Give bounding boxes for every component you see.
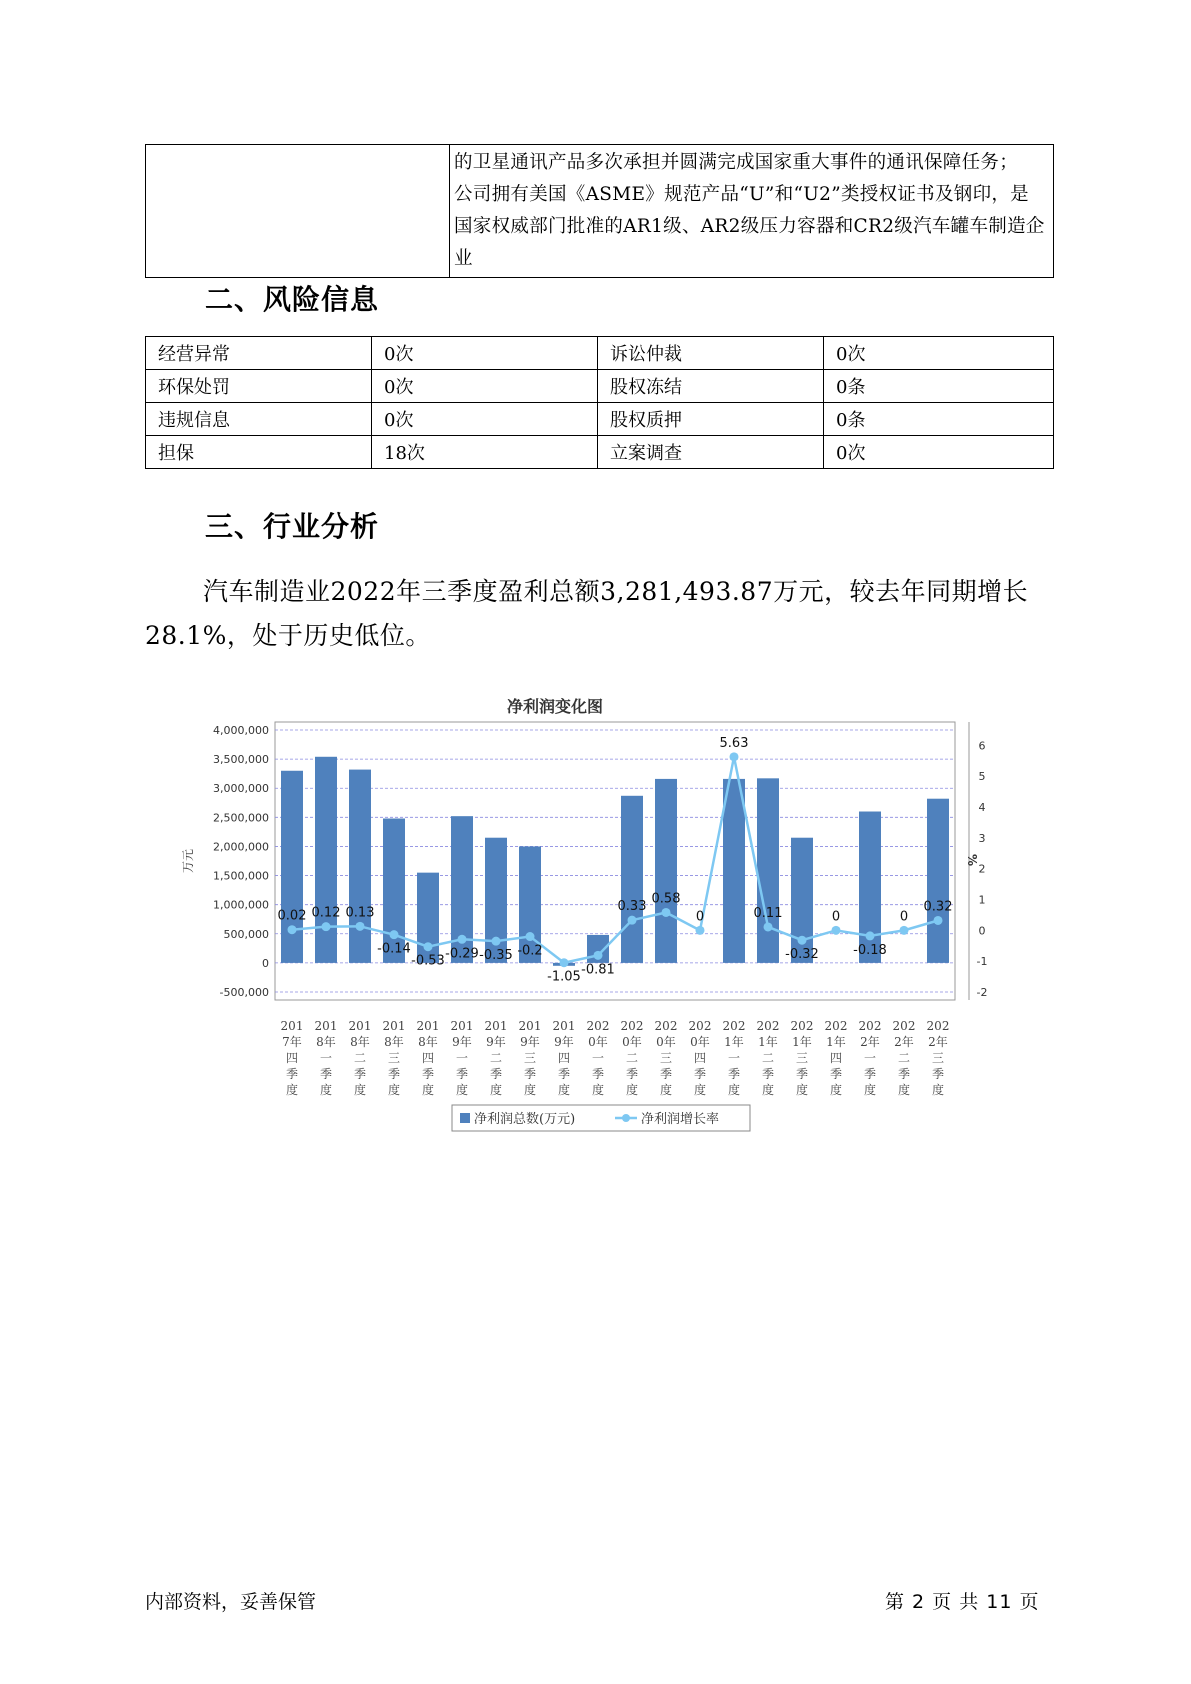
- x-tick-label: 202: [858, 1019, 882, 1033]
- y-tick-label: 2,000,000: [213, 840, 269, 854]
- x-tick-label: 9年: [486, 1035, 506, 1049]
- growth-point: [934, 916, 943, 925]
- plot-area: [275, 722, 955, 1000]
- x-tick-label: 二: [353, 1051, 367, 1065]
- risk-value: 0次: [824, 337, 1054, 370]
- x-tick-label: 201: [416, 1019, 440, 1033]
- x-tick-label: 度: [591, 1083, 605, 1097]
- x-tick-label: 度: [387, 1083, 401, 1097]
- risk-value: 0次: [372, 403, 598, 436]
- data-label: -0.53: [411, 953, 445, 969]
- x-tick-label: 202: [790, 1019, 814, 1033]
- growth-point: [696, 926, 705, 935]
- x-tick-label: 202: [688, 1019, 712, 1033]
- x-tick-label: 一: [455, 1051, 469, 1065]
- risk-key: 股权冻结: [598, 370, 824, 403]
- data-label: 0: [899, 909, 909, 925]
- x-tick-label: 季: [795, 1067, 809, 1081]
- x-tick-label: 季: [523, 1067, 537, 1081]
- data-label: 0.11: [753, 905, 783, 921]
- y2-tick-label: 6: [978, 739, 986, 753]
- x-tick-label: 季: [387, 1067, 401, 1081]
- x-tick-label: 0年: [690, 1035, 710, 1049]
- risk-value: 0次: [372, 370, 598, 403]
- x-tick-label: 二: [897, 1051, 911, 1065]
- x-tick-label: 201: [314, 1019, 338, 1033]
- y-tick-label: 500,000: [223, 927, 269, 941]
- x-tick-label: 季: [591, 1067, 605, 1081]
- x-tick-label: 度: [727, 1083, 741, 1097]
- x-tick-label: 季: [897, 1067, 911, 1081]
- x-tick-label: 度: [761, 1083, 775, 1097]
- x-tick-label: 度: [659, 1083, 673, 1097]
- growth-point: [730, 752, 739, 761]
- intro-line: 的卫星通讯产品多次承担并圆满完成国家重大事件的通讯保障任务；: [454, 152, 1019, 173]
- y2-tick-label: -1: [976, 955, 988, 969]
- net-profit-chart: [180, 680, 988, 1140]
- y-axis-title: 万元: [181, 848, 195, 874]
- x-tick-label: 三: [931, 1051, 945, 1065]
- risk-key: 诉讼仲裁: [598, 337, 824, 370]
- x-tick-label: 一: [591, 1051, 605, 1065]
- x-tick-label: 8年: [350, 1035, 370, 1049]
- x-tick-label: 202: [620, 1019, 644, 1033]
- table-row: [146, 337, 1054, 370]
- y-tick-label: 3,500,000: [213, 753, 269, 767]
- x-tick-label: 度: [863, 1083, 877, 1097]
- x-tick-label: 0年: [622, 1035, 642, 1049]
- growth-point: [628, 916, 637, 925]
- data-label: -0.2: [517, 943, 543, 959]
- x-tick-label: 季: [863, 1067, 877, 1081]
- x-tick-label: 1年: [792, 1035, 812, 1049]
- data-label: -0.14: [377, 941, 411, 957]
- intro-label-cell: [146, 145, 450, 278]
- x-tick-label: 202: [824, 1019, 848, 1033]
- x-tick-label: 度: [897, 1083, 911, 1097]
- x-tick-label: 度: [829, 1083, 843, 1097]
- x-tick-label: 8年: [384, 1035, 404, 1049]
- x-tick-label: 度: [285, 1083, 299, 1097]
- risk-key: 经营异常: [146, 337, 372, 370]
- x-tick-label: 季: [659, 1067, 673, 1081]
- bar: [621, 796, 643, 963]
- x-tick-label: 0年: [588, 1035, 608, 1049]
- x-tick-label: 201: [450, 1019, 474, 1033]
- x-tick-label: 季: [455, 1067, 469, 1081]
- legend-label: 净利润总数(万元): [474, 1112, 576, 1127]
- x-tick-label: 季: [931, 1067, 945, 1081]
- x-tick-label: 8年: [418, 1035, 438, 1049]
- industry-heading: 三、行业分析: [205, 510, 380, 543]
- x-tick-label: 2年: [928, 1035, 948, 1049]
- company-intro-table: [145, 144, 1054, 278]
- x-tick-label: 四: [693, 1051, 707, 1065]
- y-tick-label: 1,000,000: [213, 898, 269, 912]
- growth-point: [356, 922, 365, 931]
- y-tick-label: -500,000: [219, 986, 269, 999]
- risk-value: 0条: [824, 403, 1054, 436]
- x-tick-label: 202: [756, 1019, 780, 1033]
- x-tick-label: 季: [489, 1067, 503, 1081]
- intro-text-cell: [450, 145, 1054, 278]
- x-tick-label: 201: [382, 1019, 406, 1033]
- x-tick-label: 2年: [894, 1035, 914, 1049]
- risk-heading: 二、风险信息: [205, 283, 380, 316]
- growth-point: [424, 942, 433, 951]
- x-tick-label: 度: [795, 1083, 809, 1097]
- growth-point: [458, 935, 467, 944]
- y2-tick-label: 3: [978, 831, 986, 845]
- growth-point: [832, 926, 841, 935]
- x-tick-label: 季: [625, 1067, 639, 1081]
- x-tick-label: 四: [829, 1051, 843, 1065]
- data-label: 0.13: [345, 905, 375, 921]
- x-tick-label: 1年: [826, 1035, 846, 1049]
- x-tick-label: 2年: [860, 1035, 880, 1049]
- legend-swatch-bar: [460, 1113, 470, 1123]
- x-tick-label: 三: [795, 1051, 809, 1065]
- x-tick-label: 度: [353, 1083, 367, 1097]
- y2-axis-title: %: [965, 853, 979, 867]
- data-label: -1.05: [547, 969, 581, 985]
- x-tick-label: 201: [484, 1019, 508, 1033]
- x-tick-label: 季: [319, 1067, 333, 1081]
- growth-point: [764, 922, 773, 931]
- x-tick-label: 度: [625, 1083, 639, 1097]
- y-tick-label: 0: [262, 956, 269, 970]
- growth-point: [900, 926, 909, 935]
- data-label: 0.33: [617, 899, 647, 915]
- y2-tick-label: 2: [978, 862, 986, 876]
- x-tick-label: 202: [586, 1019, 610, 1033]
- risk-key: 违规信息: [146, 403, 372, 436]
- x-tick-label: 7年: [282, 1035, 302, 1049]
- x-tick-label: 三: [387, 1051, 401, 1065]
- x-tick-label: 9年: [520, 1035, 540, 1049]
- x-tick-label: 一: [863, 1051, 877, 1065]
- data-label: -0.35: [479, 948, 513, 964]
- x-tick-label: 季: [829, 1067, 843, 1081]
- x-tick-label: 9年: [452, 1035, 472, 1049]
- y2-tick-label: 1: [978, 893, 986, 907]
- x-tick-label: 季: [557, 1067, 571, 1081]
- x-tick-label: 度: [693, 1083, 707, 1097]
- table-row: [146, 436, 1054, 469]
- x-tick-label: 三: [523, 1051, 537, 1065]
- risk-table: [145, 336, 1054, 469]
- data-label: 0: [831, 909, 841, 925]
- x-tick-label: 202: [722, 1019, 746, 1033]
- data-label: -0.81: [581, 962, 615, 978]
- x-tick-label: 201: [518, 1019, 542, 1033]
- legend-swatch-dot: [622, 1114, 630, 1122]
- x-tick-label: 1年: [724, 1035, 744, 1049]
- y2-tick-label: -2: [976, 986, 988, 999]
- data-label: 5.63: [719, 735, 749, 751]
- chart-title: 净利润变化图: [506, 697, 604, 716]
- x-tick-label: 四: [557, 1051, 571, 1065]
- y-tick-label: 2,500,000: [213, 811, 269, 825]
- y2-tick-label: 5: [978, 770, 986, 784]
- footer-confidential: 内部资料，妥善保管: [145, 1591, 317, 1613]
- x-tick-label: 度: [455, 1083, 469, 1097]
- growth-point: [798, 936, 807, 945]
- x-tick-label: 202: [654, 1019, 678, 1033]
- growth-point: [322, 922, 331, 931]
- growth-point: [594, 951, 603, 960]
- data-label: -0.18: [853, 942, 887, 958]
- x-tick-label: 季: [353, 1067, 367, 1081]
- bar: [349, 770, 371, 963]
- bar: [757, 778, 779, 963]
- y2-tick-label: 4: [978, 801, 986, 815]
- growth-point: [662, 908, 671, 917]
- data-label: -0.29: [445, 946, 479, 962]
- data-label: 0: [695, 909, 705, 925]
- x-tick-label: 8年: [316, 1035, 336, 1049]
- risk-value: 0条: [824, 370, 1054, 403]
- x-tick-label: 季: [421, 1067, 435, 1081]
- data-label: 0.58: [651, 891, 681, 907]
- x-tick-label: 0年: [656, 1035, 676, 1049]
- growth-point: [390, 930, 399, 939]
- legend-label: 净利润增长率: [641, 1112, 720, 1127]
- x-tick-label: 度: [523, 1083, 537, 1097]
- x-tick-label: 201: [280, 1019, 304, 1033]
- bar: [655, 779, 677, 963]
- x-tick-label: 度: [319, 1083, 333, 1097]
- industry-paragraph: 汽车制造业2022年三季度盈利总额3,281,493.87万元，较去年同期增长28.1%，处于历史低位。: [145, 577, 1029, 650]
- y2-tick-label: 0: [978, 924, 986, 938]
- footer-page-number: 第 2 页 共 11 页: [885, 1591, 1040, 1613]
- x-tick-label: 202: [892, 1019, 916, 1033]
- x-tick-label: 四: [285, 1051, 299, 1065]
- risk-key: 股权质押: [598, 403, 824, 436]
- intro-line: 公司拥有美国《ASME》规范产品“U”和“U2”类授权证书及钢印，是: [454, 184, 1029, 205]
- growth-point: [866, 931, 875, 940]
- x-tick-label: 1年: [758, 1035, 778, 1049]
- x-tick-label: 一: [319, 1051, 333, 1065]
- table-row: [146, 403, 1054, 436]
- growth-point: [526, 932, 535, 941]
- data-label: 0.32: [923, 899, 953, 915]
- x-tick-label: 二: [761, 1051, 775, 1065]
- x-tick-label: 季: [727, 1067, 741, 1081]
- risk-value: 0次: [372, 337, 598, 370]
- x-tick-label: 一: [727, 1051, 741, 1065]
- x-tick-label: 季: [285, 1067, 299, 1081]
- y-tick-label: 3,000,000: [213, 782, 269, 796]
- growth-point: [288, 925, 297, 934]
- risk-key: 担保: [146, 436, 372, 469]
- x-tick-label: 二: [489, 1051, 503, 1065]
- x-tick-label: 201: [348, 1019, 372, 1033]
- growth-point: [560, 958, 569, 967]
- x-tick-label: 度: [931, 1083, 945, 1097]
- growth-point: [492, 937, 501, 946]
- x-tick-label: 季: [761, 1067, 775, 1081]
- bar: [723, 779, 745, 963]
- x-tick-label: 201: [552, 1019, 576, 1033]
- data-label: 0.02: [277, 908, 307, 924]
- y-tick-label: 4,000,000: [213, 724, 269, 737]
- bar: [315, 757, 337, 963]
- x-tick-label: 季: [693, 1067, 707, 1081]
- x-tick-label: 202: [926, 1019, 950, 1033]
- x-tick-label: 度: [557, 1083, 571, 1097]
- x-tick-label: 四: [421, 1051, 435, 1065]
- x-tick-label: 二: [625, 1051, 639, 1065]
- bar: [927, 799, 949, 963]
- table-row: [146, 370, 1054, 403]
- x-tick-label: 度: [489, 1083, 503, 1097]
- intro-line: 国家权威部门批准的AR1级、AR2级压力容器和CR2级汽车罐车制造企业: [454, 216, 1045, 269]
- risk-value: 18次: [372, 436, 598, 469]
- x-tick-label: 度: [421, 1083, 435, 1097]
- risk-key: 立案调查: [598, 436, 824, 469]
- x-tick-label: 9年: [554, 1035, 574, 1049]
- y-tick-label: 1,500,000: [213, 869, 269, 883]
- x-tick-label: 三: [659, 1051, 673, 1065]
- data-label: -0.32: [785, 947, 819, 963]
- risk-value: 0次: [824, 436, 1054, 469]
- risk-key: 环保处罚: [146, 370, 372, 403]
- data-label: 0.12: [311, 905, 341, 921]
